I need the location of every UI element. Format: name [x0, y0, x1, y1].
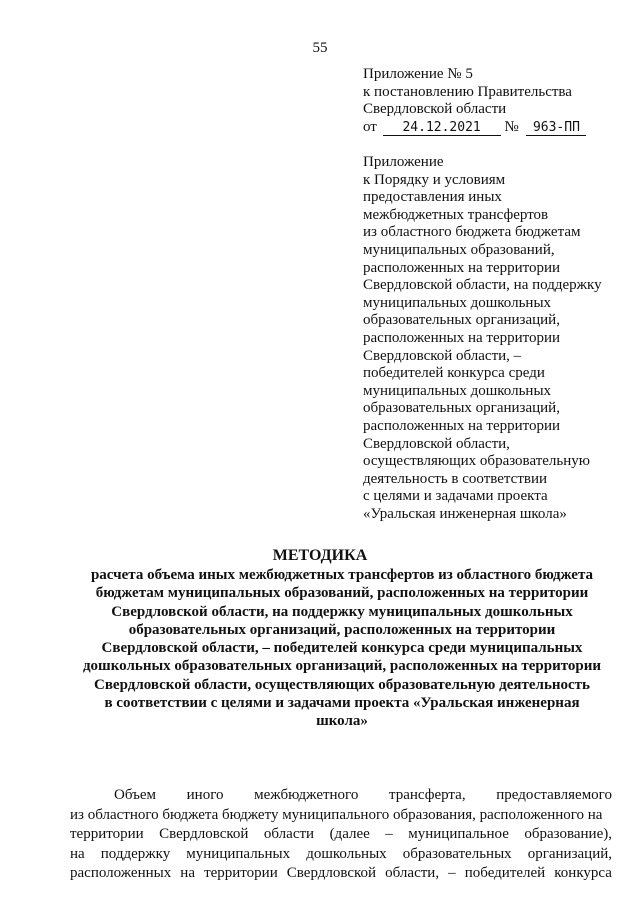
appendix-sub-header [363, 154, 602, 523]
body-word: иного [186, 787, 224, 803]
body-line [70, 806, 612, 826]
body-word: области, [385, 865, 440, 882]
appendix-sub-line: осуществляющих образовательную [363, 453, 590, 470]
method-title: МЕТОДИКА [272, 547, 368, 564]
appendix-sub-line: муниципальных дошкольных [363, 294, 552, 311]
body-word: территории [204, 865, 278, 882]
page-number: 55 [312, 40, 328, 56]
appendix-sub-line: межбюджетных трансфертов [363, 206, 549, 223]
appendix-title: Приложение № 5 [363, 66, 473, 82]
body-word: победителей [464, 865, 546, 882]
method-subtitle-line: Свердловской области, – победителей конкурса среди муниципальных [101, 640, 583, 657]
method-subtitle-line: расчета объема иных межбюджетных трансфертов из областного бюджета [90, 567, 594, 583]
appendix-sub-line: образовательных организаций, [363, 312, 560, 329]
body-word: конкурса [554, 865, 612, 882]
appendix-sub-line: «Уральская инженерная школа» [363, 505, 567, 522]
method-subtitle-line: Свердловской области, осуществляющих образовательную деятельность [94, 676, 590, 693]
body-line [70, 864, 612, 884]
body-word: муниципальное [408, 826, 509, 843]
resolution-date: 24.12.2021 [383, 120, 501, 136]
appendix-sub-line: Свердловской области, [363, 435, 510, 452]
body-word: области [263, 826, 315, 843]
appendix-sub-line: муниципальных дошкольных [363, 382, 552, 399]
appendix-sub-line: образовательных организаций, [363, 400, 560, 417]
appendix-sub-line: предоставления иных [363, 189, 502, 206]
body-word: муниципальных [186, 845, 291, 862]
body-word: предоставляемого [496, 787, 612, 803]
appendix-sub-line: из областного бюджета бюджетам [363, 224, 581, 241]
appendix-sub-line: расположенных на территории [363, 417, 561, 434]
body-word: Объем [114, 787, 156, 803]
body-word: (далее [329, 826, 370, 843]
method-subtitle-line: Свердловской области, на поддержку муниципальных дошкольных [111, 603, 573, 620]
body-word: Свердловской [286, 865, 377, 882]
body-paragraph [70, 786, 612, 884]
appendix-header [363, 66, 586, 136]
method-subtitle-line: дошкольных образовательных организаций, расположенных на территории [82, 658, 602, 675]
resolution-number: 963-ПП [526, 120, 586, 136]
body-word: – [448, 865, 456, 882]
body-word: образовательных [402, 845, 512, 862]
body-word: на [180, 865, 195, 882]
body-line [70, 825, 612, 845]
appendix-region-line: Свердловской области [363, 101, 507, 118]
appendix-sub-line: расположенных на территории [363, 329, 561, 346]
appendix-sub-line: Свердловской области, на поддержку [363, 277, 602, 294]
method-subtitle-line: бюджетам муниципальных образований, расположенных на территории [95, 585, 589, 602]
body-word: на [70, 845, 85, 862]
body-word: расположенных [70, 865, 172, 882]
appendix-sub-line: с целями и задачами проекта [363, 488, 548, 505]
body-line [70, 845, 612, 865]
appendix-sub-line: муниципальных образований, [363, 241, 555, 258]
number-label: № [504, 118, 519, 135]
appendix-date-number-line [363, 119, 586, 137]
method-subtitle-line: в соответствии с целями и задачами проекта «Уральская инженерная [104, 695, 580, 712]
method-subtitle-line: образовательных организаций, расположенных на территории [128, 621, 556, 638]
body-word: образование), [524, 826, 612, 843]
appendix-resolution-line: к постановлению Правительства [363, 83, 572, 100]
body-line [70, 786, 612, 806]
body-word: Свердловской [159, 826, 249, 843]
appendix-sub-line: деятельность в соответствии [363, 470, 548, 487]
body-word: дошкольных [306, 845, 387, 862]
body-word: из областного бюджета бюджету муниципального образования, расположенного на [70, 806, 603, 823]
appendix-sub-line: Приложение [363, 154, 444, 170]
appendix-sub-line: победителей конкурса среди [363, 365, 545, 382]
body-word: трансферта, [388, 787, 466, 803]
appendix-sub-line: Свердловской области, – [363, 347, 522, 364]
method-subtitle [72, 566, 612, 731]
body-word: межбюджетного [254, 787, 359, 803]
appendix-sub-line: к Порядку и условиям [363, 171, 506, 188]
body-word: – [385, 826, 393, 843]
body-word: территории [70, 826, 144, 843]
from-label: от [363, 118, 377, 135]
appendix-sub-line: расположенных на территории [363, 259, 561, 276]
method-subtitle-line: школа» [316, 713, 368, 730]
body-word: организаций, [527, 845, 612, 862]
body-word: поддержку [100, 845, 171, 862]
